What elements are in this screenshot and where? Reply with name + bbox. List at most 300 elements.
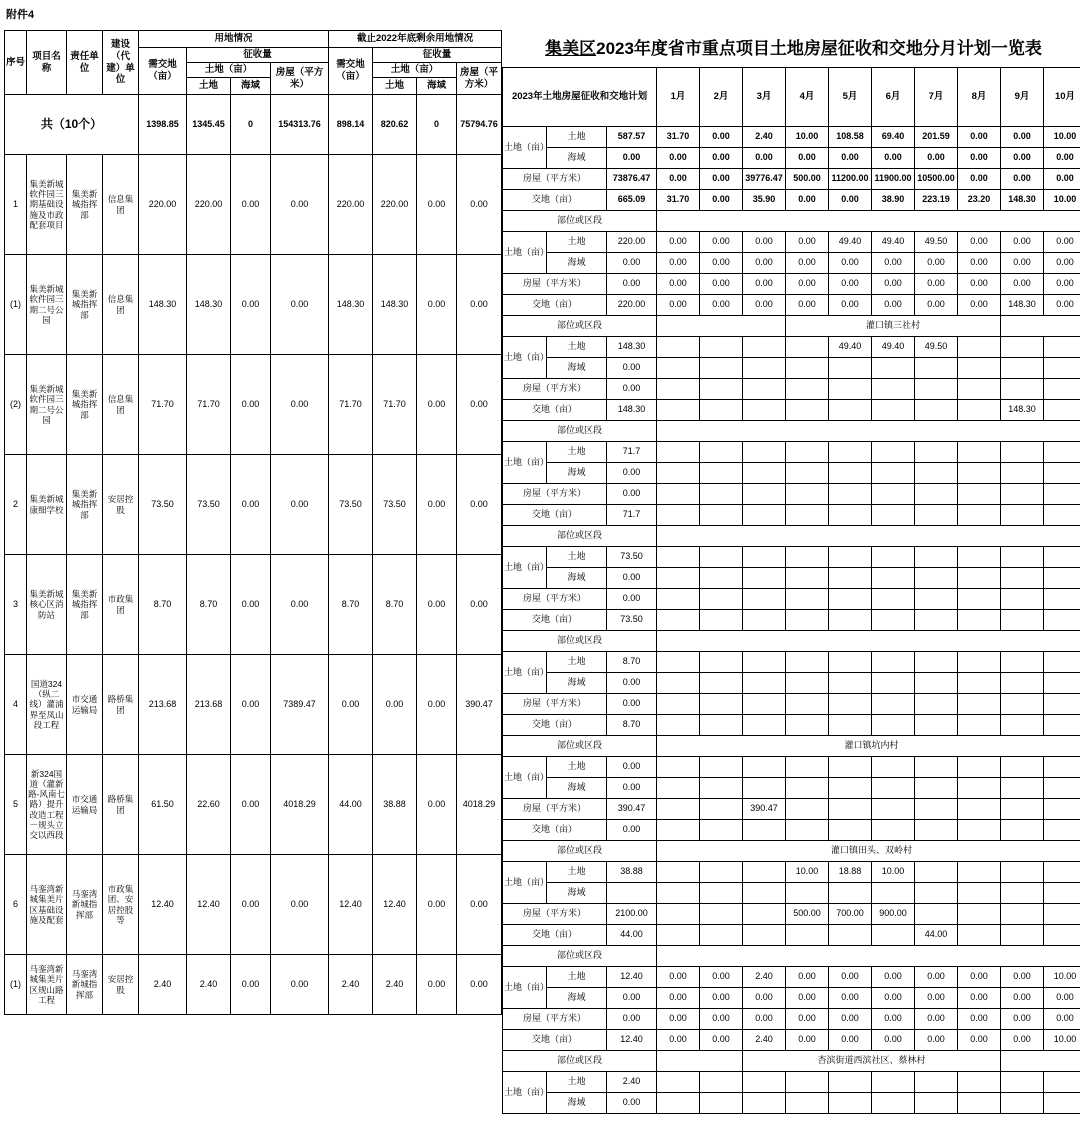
cell: 0.00 [915,1009,958,1030]
cell: 39776.47 [743,169,786,190]
cell [1001,883,1044,904]
cell [786,589,829,610]
cell: 148.30 [1001,295,1044,316]
cell: 0.00 [915,967,958,988]
cell [1044,463,1080,484]
row-r-sea: 0.00 [417,855,457,955]
cell: 665.09 [607,190,657,211]
row-r-need-land: 148.30 [329,255,373,355]
header-project: 项目名称 [27,31,67,95]
page-title [502,30,1080,67]
cell [915,778,958,799]
cell [958,799,1001,820]
cell [915,883,958,904]
cell: 0.00 [829,1030,872,1051]
land-label: 土地 [547,652,607,673]
cell: 0.00 [743,148,786,169]
row-r-land: 12.40 [373,855,417,955]
cell: 0.00 [1001,148,1044,169]
cell [872,505,915,526]
cell [1044,1072,1080,1093]
cell [657,379,700,400]
row-r-house: 0.00 [457,855,502,955]
cell [786,1093,829,1114]
cell [786,568,829,589]
row-r-land: 38.88 [373,755,417,855]
region-value: 灌口镇田头、双岭村 [657,841,1080,862]
cell [915,484,958,505]
cell [1044,799,1080,820]
header-month-7: 7月 [915,68,958,127]
cell: 0.00 [1044,988,1080,1009]
cell [872,778,915,799]
row-r-house: 4018.29 [457,755,502,855]
row-land: 8.70 [187,555,231,655]
header-collect-1: 征收量 [187,48,329,63]
row-r-land: 73.50 [373,455,417,555]
cell [657,463,700,484]
cell: 500.00 [786,169,829,190]
table-row [5,955,502,1015]
cell: 223.19 [915,190,958,211]
cell [1044,442,1080,463]
cell: 0.00 [829,274,872,295]
cell [829,925,872,946]
total-label: 共（10个） [5,95,139,155]
region-label: 部位或区段 [503,316,657,337]
cell [915,400,958,421]
cell [1044,379,1080,400]
cell [700,337,743,358]
cell: 12.40 [607,1030,657,1051]
cell [786,484,829,505]
cell: 220.00 [607,232,657,253]
row-r-sea: 0.00 [417,455,457,555]
region-spacer [657,1051,743,1072]
cell [786,715,829,736]
row-r-sea: 0.00 [417,755,457,855]
row-r-sea: 0.00 [417,955,457,1015]
cell: 49.40 [872,337,915,358]
row-house: 4018.29 [271,755,329,855]
cell [657,442,700,463]
cell [657,337,700,358]
row-house: 0.00 [271,555,329,655]
cell [958,652,1001,673]
header-need-land-2: 需交地（亩） [329,48,373,95]
cell [829,505,872,526]
cell: 2.40 [607,1072,657,1093]
cell: 0.00 [786,1009,829,1030]
cell: 0.00 [700,253,743,274]
cell [700,568,743,589]
region-value [657,631,1080,652]
cell [1044,589,1080,610]
cell [915,715,958,736]
cell: 0.00 [700,988,743,1009]
cell [915,694,958,715]
cell [958,757,1001,778]
cell [700,904,743,925]
cell [958,484,1001,505]
row-project: 马銮湾新城集美片区基础设施及配套 [27,855,67,955]
cell [1044,757,1080,778]
region-label: 部位或区段 [503,421,657,442]
cell [786,358,829,379]
cell: 0.00 [1044,148,1080,169]
cell [829,652,872,673]
cell: 0.00 [958,1030,1001,1051]
cell [657,862,700,883]
row-need-land: 148.30 [139,255,187,355]
cell [872,757,915,778]
cell [872,673,915,694]
cell [829,547,872,568]
house-label: 房屋（平方米） [503,1009,607,1030]
cell: 0.00 [786,253,829,274]
cell [1001,715,1044,736]
cell [872,925,915,946]
cell: 390.47 [607,799,657,820]
cell [1001,568,1044,589]
row-r-house: 0.00 [457,955,502,1015]
house-label: 房屋（平方米） [503,799,607,820]
row-r-land: 220.00 [373,155,417,255]
cell [1044,673,1080,694]
row-project: 集美新城软件园三期基础设施及市政配套项目 [27,155,67,255]
cell: 0.00 [657,148,700,169]
land-label: 土地 [547,232,607,253]
cell: 108.58 [829,127,872,148]
cell: 0.00 [607,589,657,610]
row-r-land: 148.30 [373,255,417,355]
cell: 0.00 [786,190,829,211]
cell [1001,862,1044,883]
header-month-8: 8月 [958,68,1001,127]
cell: 10.00 [786,127,829,148]
cell: 0.00 [1044,232,1080,253]
sheet-container [4,30,1076,1114]
cell [915,862,958,883]
cell [958,358,1001,379]
cell: 0.00 [786,274,829,295]
cell [915,442,958,463]
row-responsible: 马銮湾新城指挥部 [67,855,103,955]
cell [743,673,786,694]
cell: 0.00 [607,1009,657,1030]
land-group-label: 土地（亩） [503,442,547,484]
cell: 0.00 [607,988,657,1009]
right-table [502,67,1080,1114]
row-land: 2.40 [187,955,231,1015]
row-land: 71.70 [187,355,231,455]
row-responsible: 集美新城指挥部 [67,555,103,655]
row-seq: 1 [5,155,27,255]
cell: 71.7 [607,442,657,463]
cell [872,652,915,673]
row-need-land: 12.40 [139,855,187,955]
header-land-2: 土地（亩） [373,63,457,78]
row-house: 0.00 [271,155,329,255]
cell: 0.00 [607,820,657,841]
land-label: 土地 [547,862,607,883]
region-spacer2 [1001,1051,1080,1072]
cell [700,1072,743,1093]
row-r-need-land: 8.70 [329,555,373,655]
cell [872,379,915,400]
cell: 0.00 [1001,253,1044,274]
cell: 0.00 [700,295,743,316]
cell [829,883,872,904]
cell [607,883,657,904]
cell [915,904,958,925]
region-label: 部位或区段 [503,736,657,757]
total-sea-label: 海域 [547,148,607,169]
cell [958,820,1001,841]
header-land-use-group: 用地情况 [139,31,329,48]
cell: 0.00 [1001,967,1044,988]
title-district: 集美区 [545,39,597,58]
right-pane [502,30,1080,1114]
total-sea: 0 [231,95,271,155]
cell: 0.00 [958,169,1001,190]
row-builder: 路桥集团 [103,655,139,755]
total-r-sea: 0 [417,95,457,155]
region-value: 灌口镇三社村 [786,316,1001,337]
cell: 0.00 [607,274,657,295]
cell [915,820,958,841]
row-land: 73.50 [187,455,231,555]
total-plan-land: 587.57 [607,127,657,148]
cell [657,694,700,715]
cell: 11200.00 [829,169,872,190]
cell: 0.00 [872,988,915,1009]
header-responsible: 责任单位 [67,31,103,95]
row-responsible: 市交通运输局 [67,755,103,855]
cell [700,862,743,883]
table-row [5,455,502,555]
cell [872,589,915,610]
row-project: 国道324（纵二线）灌浦界至凤山段工程 [27,655,67,755]
cell [657,547,700,568]
cell: 0.00 [607,148,657,169]
cell [1044,652,1080,673]
cell [700,442,743,463]
cell: 0.00 [607,568,657,589]
cell: 0.00 [607,484,657,505]
cell [958,547,1001,568]
cell [743,358,786,379]
land-label: 土地 [547,442,607,463]
cell [657,673,700,694]
row-r-need-land: 12.40 [329,855,373,955]
cell: 8.70 [607,715,657,736]
cell: 0.00 [700,127,743,148]
cell [700,379,743,400]
cell [1001,610,1044,631]
row-r-need-land: 220.00 [329,155,373,255]
cell [657,925,700,946]
cell [958,610,1001,631]
cell [786,820,829,841]
house-label: 房屋（平方米） [503,379,607,400]
cell: 0.00 [829,1009,872,1030]
cell: 0.00 [607,694,657,715]
header-month-10: 10月 [1044,68,1080,127]
cell: 0.00 [915,148,958,169]
table-row [5,255,502,355]
row-sea: 0.00 [231,355,271,455]
cell [829,715,872,736]
cell [1001,778,1044,799]
cell [700,883,743,904]
cell: 220.00 [607,295,657,316]
row-r-land: 2.40 [373,955,417,1015]
cell [1001,1093,1044,1114]
cell [700,505,743,526]
row-project: 集美新城软件园三期二号公园 [27,355,67,455]
cell [915,379,958,400]
cell: 11900.00 [872,169,915,190]
land-label: 土地 [547,967,607,988]
cell: 0.00 [1001,169,1044,190]
row-r-sea: 0.00 [417,555,457,655]
cell [657,400,700,421]
cell [958,904,1001,925]
cell: 10.00 [1044,127,1080,148]
house-label: 房屋（平方米） [503,904,607,925]
cell [657,883,700,904]
cell [657,820,700,841]
cell [958,505,1001,526]
table-row [5,855,502,955]
hand-label: 交地（亩） [503,925,607,946]
cell [872,715,915,736]
cell [872,463,915,484]
sea-label: 海域 [547,568,607,589]
total-r-need-land: 898.14 [329,95,373,155]
cell [786,925,829,946]
cell: 0.00 [657,295,700,316]
cell: 49.40 [829,337,872,358]
house-label: 房屋（平方米） [503,589,607,610]
cell: 0.00 [607,358,657,379]
cell: 10.00 [872,862,915,883]
cell [915,358,958,379]
cell: 0.00 [607,757,657,778]
region-value [657,526,1080,547]
cell [915,505,958,526]
total-house-label: 房屋（平方米） [503,169,607,190]
row-r-sea: 0.00 [417,355,457,455]
cell [1044,358,1080,379]
cell: 71.7 [607,505,657,526]
row-sea: 0.00 [231,455,271,555]
cell: 0.00 [786,1030,829,1051]
land-group-label: 土地（亩） [503,757,547,799]
cell [700,778,743,799]
cell: 10500.00 [915,169,958,190]
cell [829,463,872,484]
cell [786,757,829,778]
cell: 0.00 [958,148,1001,169]
region-value [657,421,1080,442]
cell [700,757,743,778]
cell [958,862,1001,883]
cell [657,505,700,526]
row-r-house: 0.00 [457,555,502,655]
cell: 0.00 [829,148,872,169]
header-month-1: 1月 [657,68,700,127]
row-sea: 0.00 [231,155,271,255]
row-seq: (2) [5,355,27,455]
header-month-2: 2月 [700,68,743,127]
sea-label: 海域 [547,988,607,1009]
land-label: 土地 [547,1072,607,1093]
cell [829,694,872,715]
sea-label: 海域 [547,358,607,379]
cell: 0.00 [872,967,915,988]
row-builder: 信息集团 [103,355,139,455]
cell [786,652,829,673]
cell: 0.00 [872,253,915,274]
cell [786,610,829,631]
row-land: 213.68 [187,655,231,755]
cell [700,547,743,568]
cell: 0.00 [786,295,829,316]
region-value [657,211,1080,232]
cell: 44.00 [607,925,657,946]
cell [872,400,915,421]
row-seq: 6 [5,855,27,955]
header-month-3: 3月 [743,68,786,127]
cell [915,757,958,778]
cell: 10.00 [1044,967,1080,988]
cell [657,568,700,589]
cell: 0.00 [743,232,786,253]
region-label: 部位或区段 [503,1051,657,1072]
cell: 0.00 [700,169,743,190]
cell [1001,673,1044,694]
cell: 38.88 [607,862,657,883]
cell [872,694,915,715]
cell: 0.00 [700,967,743,988]
cell [1044,925,1080,946]
row-need-land: 2.40 [139,955,187,1015]
cell [829,757,872,778]
row-r-house: 0.00 [457,255,502,355]
cell [743,400,786,421]
header-house-1: 房屋（平方米） [271,63,329,95]
cell [700,610,743,631]
cell [1044,484,1080,505]
cell [829,589,872,610]
cell [1044,568,1080,589]
cell [1044,862,1080,883]
cell: 0.00 [786,988,829,1009]
cell [1001,547,1044,568]
cell [829,1072,872,1093]
row-need-land: 61.50 [139,755,187,855]
header-collect-2: 征收量 [373,48,502,63]
cell [743,463,786,484]
cell [829,799,872,820]
cell [1001,484,1044,505]
cell [657,1072,700,1093]
cell: 2100.00 [607,904,657,925]
row-need-land: 220.00 [139,155,187,255]
cell [915,568,958,589]
